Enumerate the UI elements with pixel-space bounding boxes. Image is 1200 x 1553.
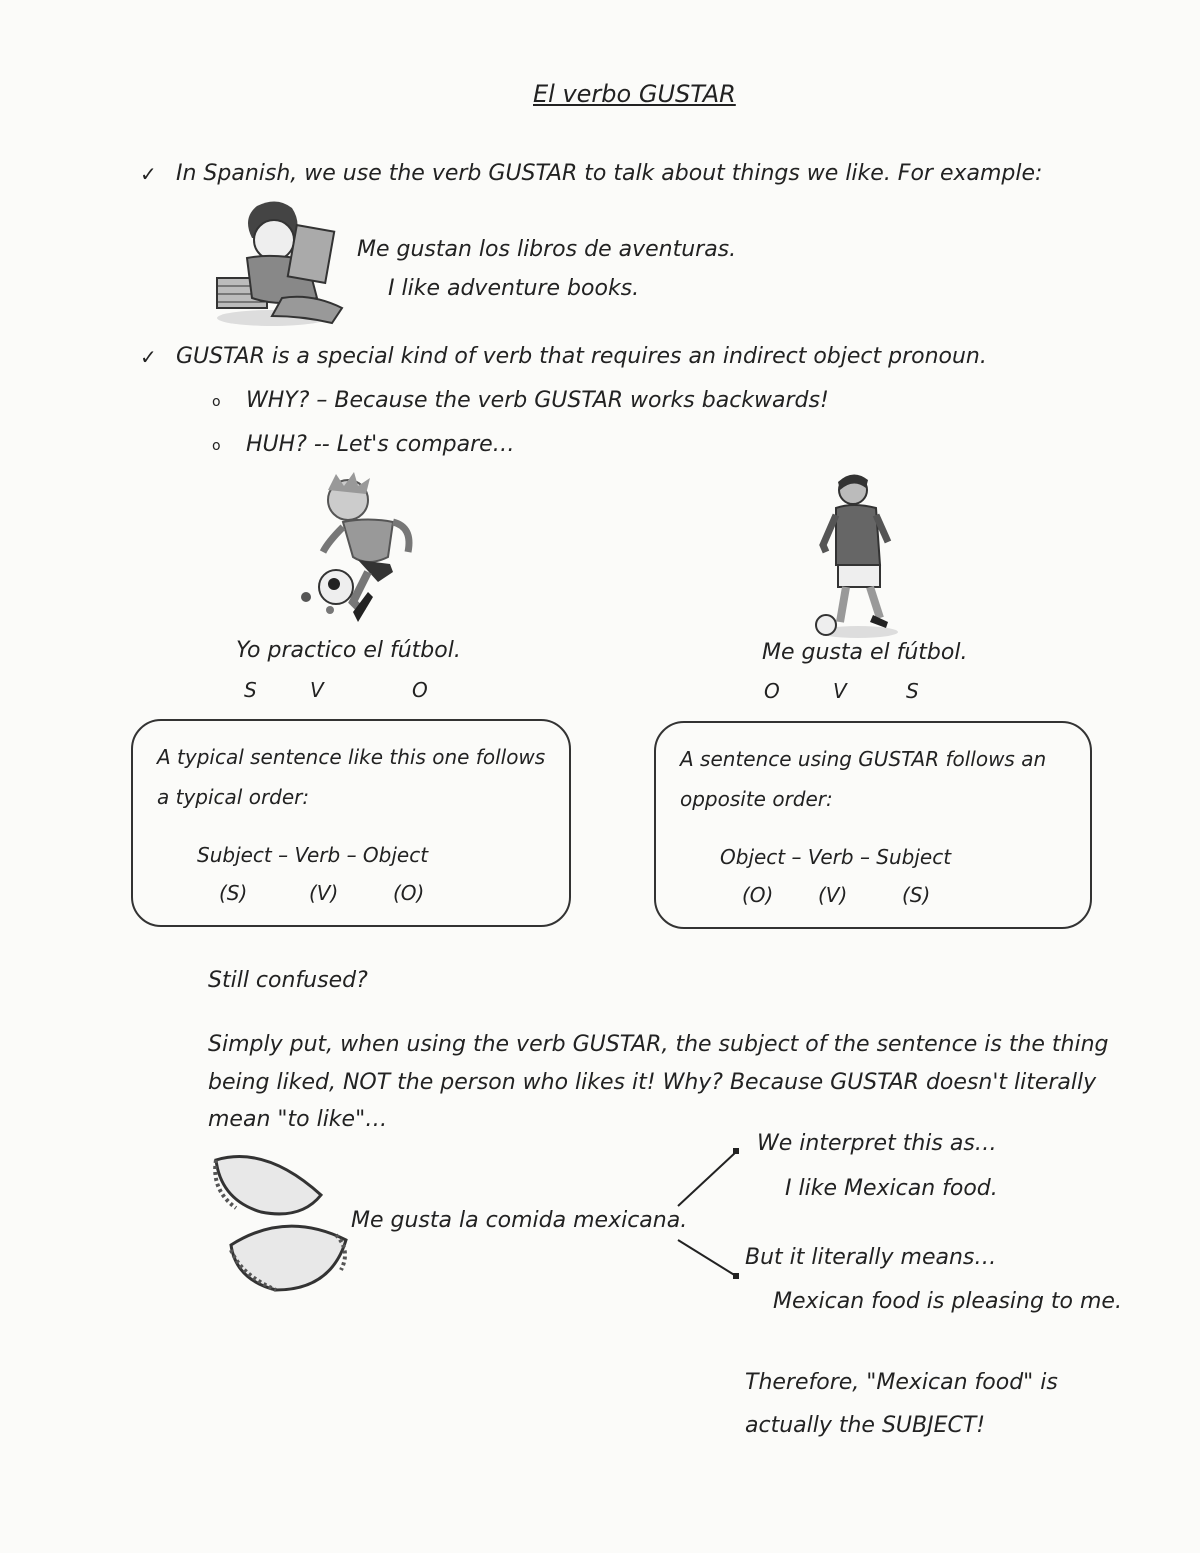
left-box-order: Subject – Verb – Object — [197, 843, 429, 867]
right-box-order: Object – Verb – Subject — [720, 845, 952, 869]
explain-line3: mean "to like"… — [208, 1107, 388, 1132]
interpret-value: I like Mexican food. — [785, 1176, 998, 1201]
sub-bullet-why: WHY? – Because the verb GUSTAR works backwards! — [246, 388, 829, 413]
girl-soccer-player-illustration — [808, 470, 903, 640]
interpret-label: We interpret this as… — [757, 1131, 997, 1156]
food-sentence: Me gusta la comida mexicana. — [351, 1208, 688, 1233]
literal-label: But it literally means… — [745, 1245, 997, 1270]
example-english: I like adventure books. — [388, 276, 640, 301]
explain-line2: being liked, NOT the person who likes it! Why? Because GUSTAR doesn't literally — [208, 1070, 1097, 1095]
opposite-order-box — [654, 721, 1092, 929]
bullet-special-verb: GUSTAR is a special kind of verb that requires an indirect object pronoun. — [176, 344, 987, 369]
right-label-v: V — [833, 679, 847, 703]
still-confused: Still confused? — [208, 968, 368, 993]
interpretation-connectors — [670, 1140, 750, 1285]
right-box-abbr-v: (V) — [818, 883, 848, 907]
check-mark-icon: ✓ — [140, 162, 157, 186]
example-spanish: Me gustan los libros de aventuras. — [357, 237, 737, 262]
right-box-abbr-s: (S) — [902, 883, 931, 907]
therefore-line2: actually the SUBJECT! — [745, 1413, 986, 1438]
literal-value: Mexican food is pleasing to me. — [773, 1289, 1122, 1314]
bullet-gustar-intro: In Spanish, we use the verb GUSTAR to talk about things we like. For example: — [176, 161, 1043, 186]
boy-reading-illustration — [212, 198, 347, 328]
sub-bullet-icon: o — [212, 438, 221, 454]
left-sentence: Yo practico el fútbol. — [236, 638, 461, 663]
right-box-abbr-o: (O) — [742, 883, 774, 907]
left-label-v: V — [310, 678, 324, 702]
right-label-s: S — [906, 679, 919, 703]
left-label-s: S — [244, 678, 257, 702]
explain-line1: Simply put, when using the verb GUSTAR, the subject of the sentence is the thing — [208, 1032, 1109, 1057]
page-title: El verbo GUSTAR — [533, 80, 736, 108]
sub-bullet-icon: o — [212, 394, 221, 410]
sub-bullet-huh: HUH? -- Let's compare… — [246, 432, 515, 457]
right-box-line2: opposite order: — [680, 787, 833, 811]
boy-kicking-ball-illustration — [298, 472, 423, 637]
left-box-line1: A typical sentence like this one follows — [157, 745, 546, 769]
therefore-line1: Therefore, "Mexican food" is — [745, 1370, 1058, 1395]
typical-order-box — [131, 719, 571, 927]
left-box-line2: a typical order: — [157, 785, 310, 809]
left-label-o: O — [412, 678, 428, 702]
left-box-abbr-o: (O) — [393, 881, 425, 905]
right-sentence: Me gusta el fútbol. — [762, 640, 968, 665]
mexican-food-illustration — [206, 1150, 354, 1298]
right-label-o: O — [764, 679, 780, 703]
check-mark-icon: ✓ — [140, 345, 157, 369]
left-box-abbr-s: (S) — [219, 881, 248, 905]
right-box-line1: A sentence using GUSTAR follows an — [680, 747, 1047, 771]
left-box-abbr-v: (V) — [309, 881, 339, 905]
